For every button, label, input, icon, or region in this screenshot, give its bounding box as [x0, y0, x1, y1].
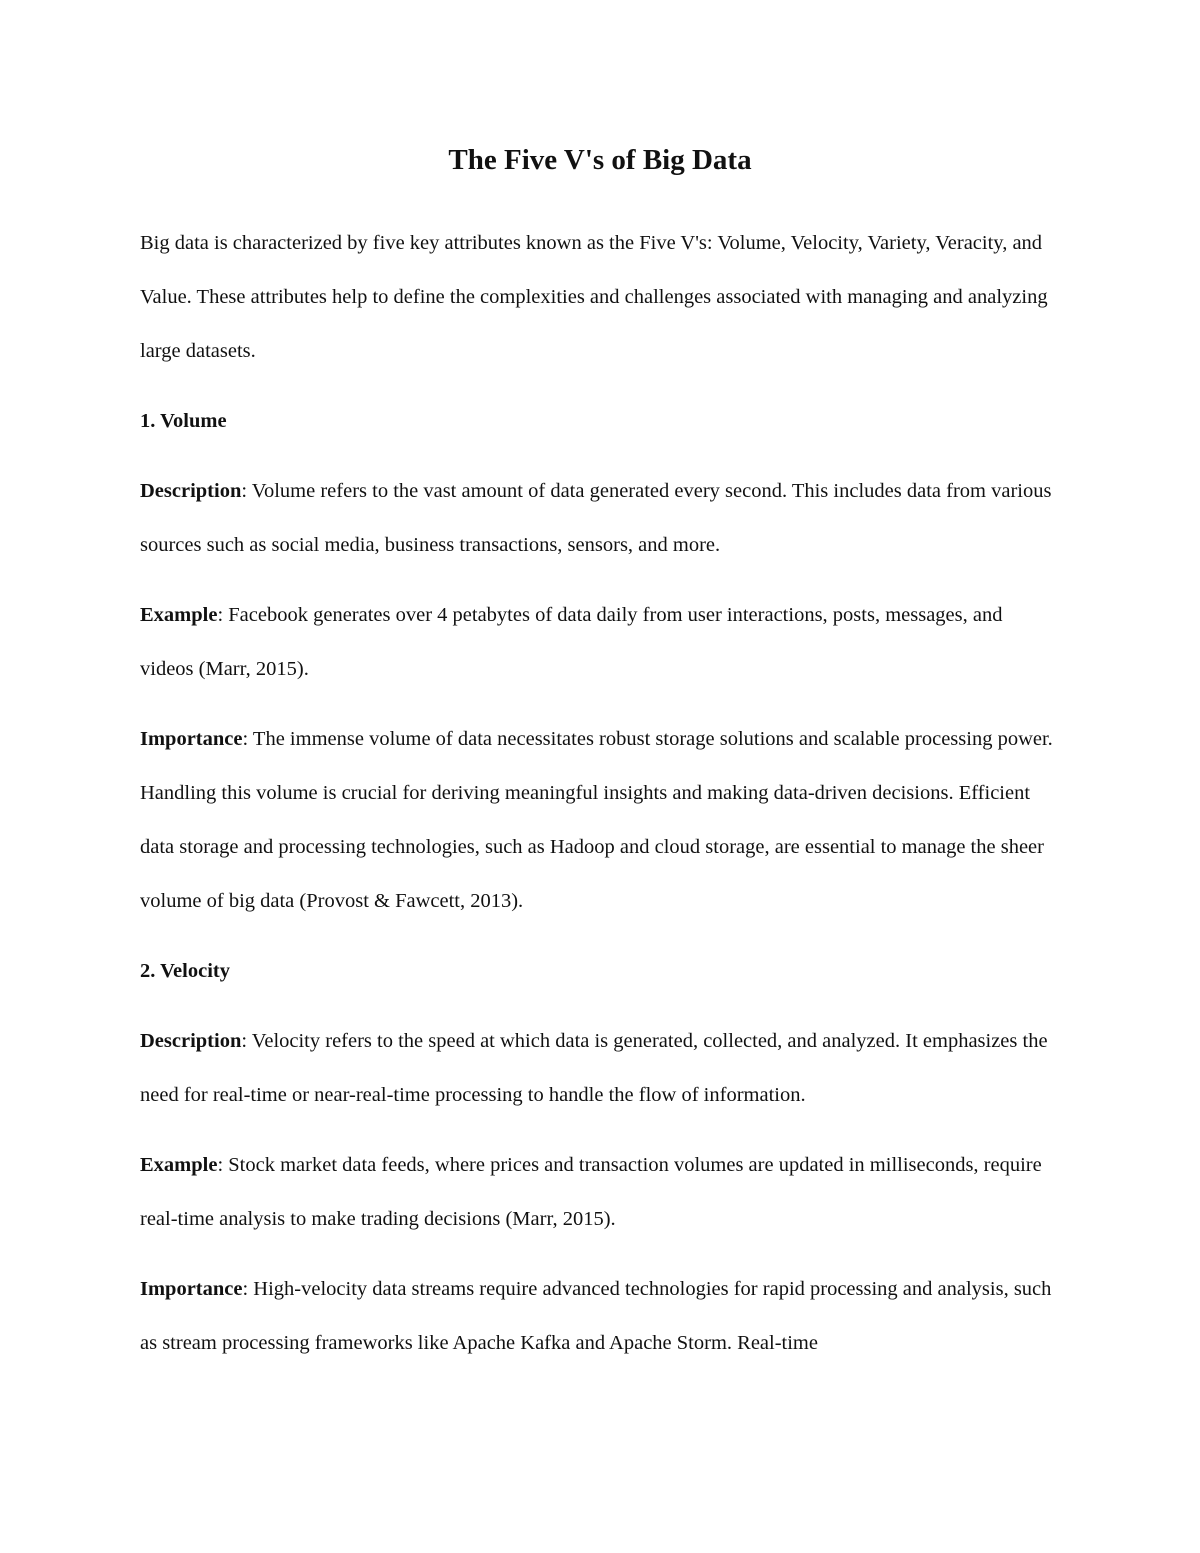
velocity-description: [140, 1014, 1060, 1122]
description-text: : Volume refers to the vast amount of data generated every second. This includes data from various sources such as social media, business transactions, sensors, and more.: [140, 480, 1052, 556]
description-label: Description: [140, 480, 242, 502]
velocity-example: [140, 1138, 1060, 1246]
section-heading-velocity: 2. Velocity: [140, 960, 230, 982]
importance-text: : High-velocity data streams require advanced technologies for rapid processing and analysis, such as stream processing frameworks like Apache Kafka and Apache Storm. Real-time: [140, 1278, 1052, 1354]
volume-example: [140, 588, 1060, 696]
importance-text: : The immense volume of data necessitates robust storage solutions and scalable processing power. Handling this volume is crucial for deriving meaningful insights and making data-driven decisions. Efficient data storage and processing technologies, such as Hadoop and cloud storage, are essential to manage the sheer volume of big data (Provost & Fawcett, 2013).: [140, 728, 1053, 912]
intro-paragraph: Big data is characterized by five key attributes known as the Five V's: Volume, Velocity, Variety, Veracity, and Value. These attributes help to define the complexities and challenges associated with managing and analyzing large datasets.: [140, 232, 1048, 362]
example-label: Example: [140, 1154, 218, 1176]
page-title: The Five V's of Big Data: [448, 144, 752, 176]
example-text: : Stock market data feeds, where prices and transaction volumes are updated in milliseconds, require real-time analysis to make trading decisions (Marr, 2015).: [140, 1154, 1042, 1230]
example-label: Example: [140, 604, 218, 626]
example-text: : Facebook generates over 4 petabytes of data daily from user interactions, posts, messages, and videos (Marr, 2015).: [140, 604, 1003, 680]
section-heading-volume: 1. Volume: [140, 410, 227, 432]
volume-importance: [140, 712, 1060, 928]
description-label: Description: [140, 1030, 242, 1052]
importance-label: Importance: [140, 728, 243, 750]
document-body: [140, 216, 1060, 1386]
velocity-importance: [140, 1262, 1060, 1370]
volume-description: [140, 464, 1060, 572]
importance-label: Importance: [140, 1278, 243, 1300]
description-text: : Velocity refers to the speed at which data is generated, collected, and analyzed. It emphasizes the need for real-time or near-real-time processing to handle the flow of information.: [140, 1030, 1048, 1106]
